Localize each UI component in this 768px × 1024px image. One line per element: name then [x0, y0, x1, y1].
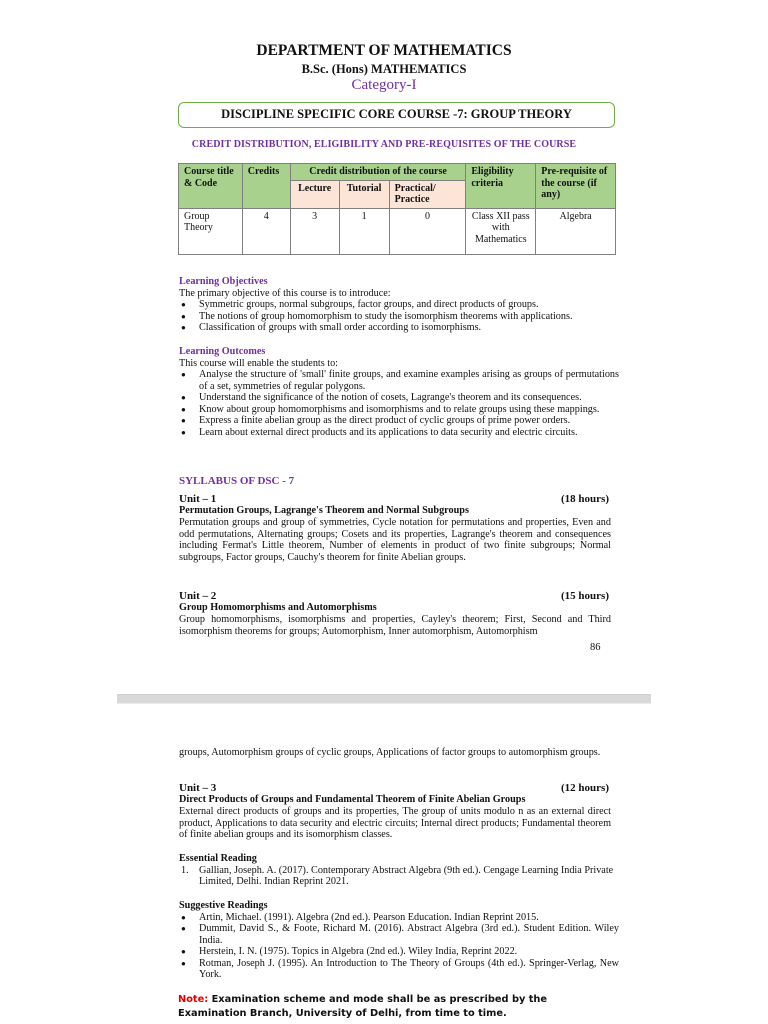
unit-3-body: External direct products of groups and its properties, The group of units modulo n as an external direct product, Applications to data security and electric circuits; Internal direct products; Fundamental theorem of finite abelian groups and its isomorphism classes. [179, 806, 611, 840]
course-title-box: DISCIPLINE SPECIFIC CORE COURSE -7: GROUP THEORY [178, 102, 615, 128]
learning-outcomes-title: Learning Outcomes [179, 346, 266, 357]
department-heading: DEPARTMENT OF MATHEMATICS [256, 42, 512, 59]
header-eligibility: Eligibility criteria [466, 164, 536, 209]
unit-2-body: Group homomorphisms, isomorphisms and properties, Cayley's theorem; First, Second and Third isomorphism theorems for groups; Automorphism, Inner automorphism, Automorphism [179, 614, 611, 637]
list-item: 1. Gallian, Joseph. A. (2017). Contemporary Abstract Algebra (9th ed.). Cengage Learning India Private Limited, Delhi. Indian Reprint 2021. [181, 864, 614, 887]
page-separator [117, 694, 651, 704]
cell-course: Group Theory [179, 208, 243, 254]
category-heading: Category-I [351, 77, 417, 93]
header-credits: Credits [242, 164, 290, 209]
unit-3-label: Unit – 3 [179, 782, 217, 794]
programme-heading: B.Sc. (Hons) MATHEMATICS [301, 62, 467, 76]
unit-2-hours: (15 hours) [561, 590, 609, 602]
unit-1-header [179, 493, 609, 505]
suggestive-readings-section [179, 900, 619, 981]
list-item: ● Understand the significance of the notion of cosets, Lagrange's theorem and its consequences. [179, 392, 619, 404]
unit-2-title: Group Homomorphisms and Automorphisms [179, 602, 377, 613]
unit-3-hours: (12 hours) [561, 782, 609, 794]
learning-objectives-intro: The primary objective of this course is to introduce: [179, 287, 391, 299]
learning-outcomes-section [179, 346, 619, 438]
unit-3-title: Direct Products of Groups and Fundamental Theorem of Finite Abelian Groups [179, 794, 526, 805]
learning-objectives-title: Learning Objectives [179, 276, 268, 287]
learning-outcomes-intro: This course will enable the students to: [179, 357, 339, 369]
list-item: ● Rotman, Joseph J. (1995). An Introduction to The Theory of Groups (4th ed.). Springer-Verlag, New York. [179, 958, 619, 981]
header-prerequisite: Pre-requisite of the course (if any) [536, 164, 616, 209]
unit-1-hours: (18 hours) [561, 493, 609, 505]
cell-credits: 4 [242, 208, 290, 254]
list-item: ● Express a finite abelian group as the direct product of cyclic groups of prime power orders. [179, 415, 619, 427]
syllabus-title: SYLLABUS OF DSC - 7 [179, 475, 295, 487]
cell-eligibility: Class XII pass with Mathematics [466, 208, 536, 254]
essential-reading-section [179, 853, 619, 888]
unit-2-body-continued: groups, Automorphism groups of cyclic groups, Applications of factor groups to automorphism groups. [179, 747, 601, 758]
cell-practical: 0 [389, 208, 466, 254]
header-lecture: Lecture [290, 180, 339, 208]
cell-tutorial: 1 [339, 208, 389, 254]
page-number: 86 [590, 642, 601, 653]
list-item: ● Learn about external direct products and its applications to data security and electric circuits. [179, 427, 619, 439]
unit-2-header [179, 590, 609, 602]
unit-1-title: Permutation Groups, Lagrange's Theorem and Normal Subgroups [179, 505, 469, 516]
list-item: ● Herstein, I. N. (1975). Topics in Algebra (2nd ed.). Wiley India, Reprint 2022. [179, 946, 619, 958]
unit-1-body: Permutation groups and group of symmetries, Cycle notation for permutations and properties, Even and odd permutations, Alternating groups; Cosets and its properties, Lagrange's theorem and consequences including Fermat's Little theorem, Number of elements in product of two finite subgroups; Normal subgroups, Factor groups, Cauchy's theorem for finite Abelian groups. [179, 517, 611, 563]
suggestive-readings-title: Suggestive Readings [179, 900, 268, 911]
header-course: Course title & Code [179, 164, 243, 209]
suggestive-readings-list [179, 912, 619, 981]
learning-outcomes-list [179, 369, 619, 438]
header-credit-distribution: Credit distribution of the course [290, 164, 466, 181]
unit-2-label: Unit – 2 [179, 590, 217, 602]
cell-lecture: 3 [290, 208, 339, 254]
note-text: Examination scheme and mode shall be as prescribed by the Examination Branch, University of Delhi, from time to time. [178, 994, 548, 1019]
list-item: ● Know about group homomorphisms and isomorphisms and to relate groups using these mappings. [179, 404, 619, 416]
list-item: ● Artin, Michael. (1991). Algebra (2nd ed.). Pearson Education. Indian Reprint 2015. [179, 912, 619, 924]
header-practical: Practical/ Practice [389, 180, 466, 208]
essential-reading-list [179, 865, 619, 888]
credit-distribution-table [178, 163, 616, 255]
unit-3-header [179, 782, 609, 794]
learning-objectives-section [179, 276, 619, 334]
list-item: ● Analyse the structure of 'small' finite groups, and examine examples arising as groups of permutations of a set, symmetries of regular polygons. [179, 369, 619, 392]
examination-note [178, 993, 618, 1020]
list-item: ● Dummit, David S., & Foote, Richard M. (2016). Abstract Algebra (3rd ed.). Student Edition. Wiley India. [179, 923, 619, 946]
cell-prerequisite: Algebra [536, 208, 616, 254]
unit-1-label: Unit – 1 [179, 493, 217, 505]
table-row [179, 208, 616, 254]
learning-objectives-list [179, 299, 619, 334]
note-label: Note: [178, 994, 209, 1005]
list-item: ● The notions of group homomorphism to study the isomorphism theorems with applications. [179, 311, 619, 323]
essential-reading-title: Essential Reading [179, 853, 257, 864]
list-item: ● Classification of groups with small order according to isomorphisms. [179, 322, 619, 334]
list-item: ● Symmetric groups, normal subgroups, factor groups, and direct products of groups. [179, 299, 619, 311]
credit-distribution-heading: CREDIT DISTRIBUTION, ELIGIBILITY AND PRE-REQUISITES OF THE COURSE [191, 139, 577, 150]
header-tutorial: Tutorial [339, 180, 389, 208]
